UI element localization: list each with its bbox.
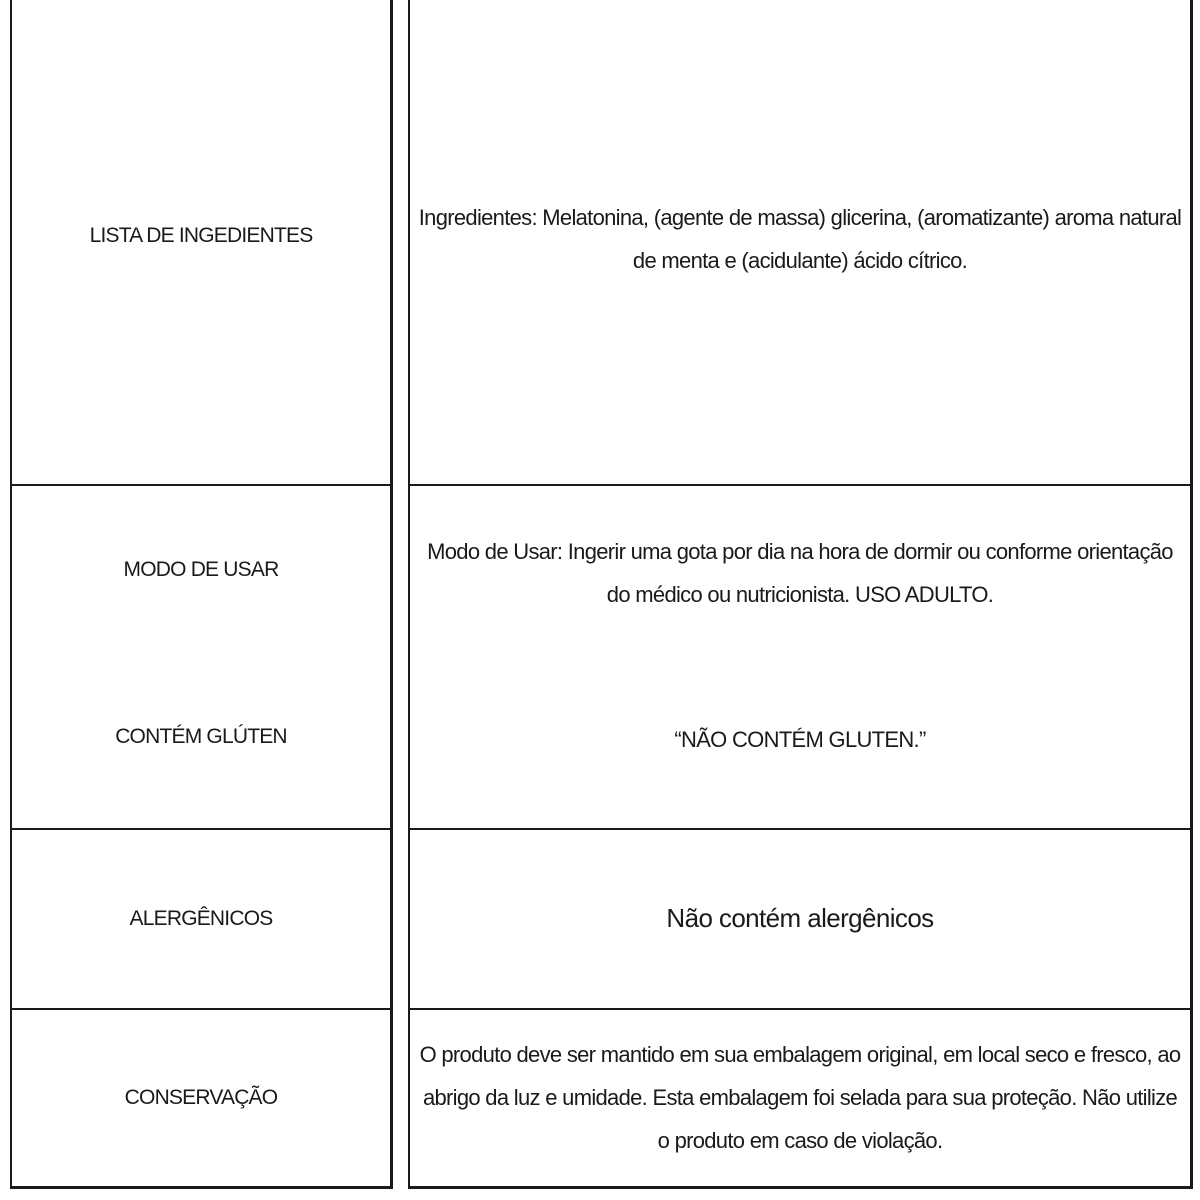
allergens-text: Não contém alergênicos: [666, 903, 934, 933]
ingredients-label: LISTA DE INGEDIENTES: [89, 224, 313, 247]
conservation-text: O produto deve ser mantido em sua embalagem original, em local seco e fresco, ao abrigo da luz e umidade. Esta embalagem foi selada para sua proteção. Não utilize o produto em caso de violação.: [419, 1042, 1181, 1153]
gluten-label: CONTÉM GLÚTEN: [115, 725, 287, 748]
allergens-label-cell: [10, 829, 393, 1010]
usage-content-cell: [408, 485, 1193, 830]
ingredients-text: Ingredientes: Melatonina, (agente de massa) glicerina, (aromatizante) aroma natural de menta e (acidulante) ácido cítrico.: [418, 205, 1182, 273]
allergens-label: ALERGÊNICOS: [129, 906, 273, 930]
allergens-content-cell: [408, 829, 1193, 1010]
conservation-content-cell: [408, 1009, 1193, 1189]
conservation-label-cell: [10, 1009, 393, 1189]
usage-label-cell: [10, 485, 393, 830]
gluten-text: “NÃO CONTÉM GLUTEN.”: [674, 727, 926, 752]
conservation-label: CONSERVAÇÃO: [124, 1085, 278, 1109]
ingredients-label-cell: [10, 0, 393, 486]
ingredients-content-cell: [408, 0, 1193, 486]
usage-text: Modo de Usar: Ingerir uma gota por dia na hora de dormir ou conforme orientação do médico ou nutricionista. USO ADULTO.: [427, 539, 1173, 607]
usage-label: MODO DE USAR: [123, 558, 279, 581]
